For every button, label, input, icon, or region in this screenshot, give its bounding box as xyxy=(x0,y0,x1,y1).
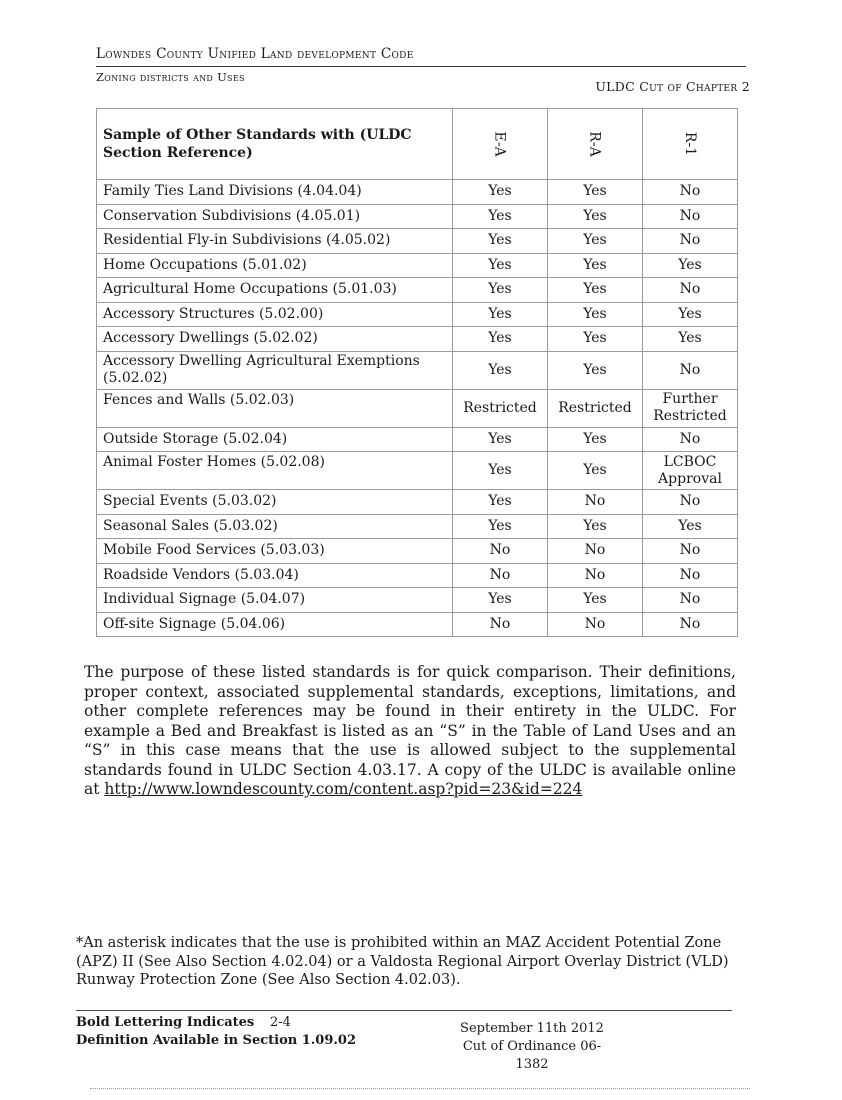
value-ra: No xyxy=(548,490,643,515)
column-header-r1 xyxy=(643,109,738,180)
column-label: R-1 xyxy=(682,131,698,157)
value-r1: LCBOC Approval xyxy=(643,452,738,490)
value-r1: No xyxy=(643,539,738,564)
value-ea: Yes xyxy=(453,278,548,303)
value-ea: Yes xyxy=(453,327,548,352)
value-r1: No xyxy=(643,588,738,613)
standard-name: Accessory Dwellings (5.02.02) xyxy=(97,327,453,352)
standard-name: Family Ties Land Divisions (4.04.04) xyxy=(97,180,453,205)
value-r1: No xyxy=(643,427,738,452)
value-r1: No xyxy=(643,612,738,637)
table-row xyxy=(97,490,738,515)
value-ra: Yes xyxy=(548,327,643,352)
value-ra: Yes xyxy=(548,278,643,303)
table-heading: Sample of Other Standards with (ULDC Section Reference) xyxy=(97,109,453,180)
table-row xyxy=(97,539,738,564)
header-rule xyxy=(96,66,746,67)
value-ra: Yes xyxy=(548,253,643,278)
table-row xyxy=(97,229,738,254)
standard-name: Accessory Structures (5.02.00) xyxy=(97,302,453,327)
column-label: R-A xyxy=(586,131,603,157)
value-ra: Yes xyxy=(548,302,643,327)
footer-definition-note: Definition Available in Section 1.09.02 xyxy=(76,1033,357,1048)
value-r1: No xyxy=(643,278,738,303)
column-header-ra xyxy=(548,109,643,180)
column-label: E-A xyxy=(491,131,508,157)
value-ra: Yes xyxy=(548,204,643,229)
value-ra: No xyxy=(548,563,643,588)
standard-name: Outside Storage (5.02.04) xyxy=(97,427,453,452)
standard-name: Off-site Signage (5.04.06) xyxy=(97,612,453,637)
table-row xyxy=(97,180,738,205)
value-ra: Yes xyxy=(548,452,643,490)
standard-name: Mobile Food Services (5.03.03) xyxy=(97,539,453,564)
footer-ordinance: Cut of Ordinance 06-1382 xyxy=(462,1039,602,1072)
value-ea: Yes xyxy=(453,514,548,539)
table-row xyxy=(97,327,738,352)
document-title: Lowndes County Unified Land development Code xyxy=(96,46,414,62)
value-ra: Yes xyxy=(548,588,643,613)
document-subtitle: Zoning districts and Uses xyxy=(96,70,245,84)
footer-rule xyxy=(76,1010,732,1011)
value-r1: No xyxy=(643,563,738,588)
value-ea: Yes xyxy=(453,302,548,327)
value-ea: No xyxy=(453,612,548,637)
table-row xyxy=(97,302,738,327)
table-row xyxy=(97,514,738,539)
table-row xyxy=(97,351,738,389)
table-row xyxy=(97,452,738,490)
value-ea: Yes xyxy=(453,427,548,452)
table-row xyxy=(97,588,738,613)
table-row xyxy=(97,612,738,637)
value-r1: Yes xyxy=(643,302,738,327)
value-r1: Yes xyxy=(643,514,738,539)
standard-name: Special Events (5.03.02) xyxy=(97,490,453,515)
value-ea: No xyxy=(453,563,548,588)
page-number: 2-4 xyxy=(270,1015,291,1030)
value-r1: No xyxy=(643,180,738,205)
value-ea: Yes xyxy=(453,253,548,278)
value-ra: Yes xyxy=(548,427,643,452)
standard-name: Individual Signage (5.04.07) xyxy=(97,588,453,613)
value-ea: Yes xyxy=(453,180,548,205)
table-row xyxy=(97,389,738,427)
value-ea: Yes xyxy=(453,490,548,515)
value-ra: Yes xyxy=(548,514,643,539)
value-ea: Yes xyxy=(453,588,548,613)
value-ra: Restricted xyxy=(548,389,643,427)
value-r1: No xyxy=(643,204,738,229)
table-row xyxy=(97,563,738,588)
value-ra: Yes xyxy=(548,351,643,389)
standard-name: Seasonal Sales (5.03.02) xyxy=(97,514,453,539)
value-r1: Yes xyxy=(643,253,738,278)
standard-name: Home Occupations (5.01.02) xyxy=(97,253,453,278)
value-ra: Yes xyxy=(548,229,643,254)
footer-left xyxy=(76,1014,356,1050)
value-ea: Restricted xyxy=(453,389,548,427)
standard-name: Roadside Vendors (5.03.04) xyxy=(97,563,453,588)
footer-date: September 11th 2012 xyxy=(460,1021,604,1036)
value-r1: No xyxy=(643,490,738,515)
value-r1: Further Restricted xyxy=(643,389,738,427)
table-row xyxy=(97,278,738,303)
scan-edge xyxy=(90,1088,750,1093)
standard-name: Residential Fly-in Subdivisions (4.05.02) xyxy=(97,229,453,254)
table-row xyxy=(97,204,738,229)
asterisk-note: *An asterisk indicates that the use is prohibited within an MAZ Accident Potential Zone (APZ) II (See Also Section 4.02.04) or a Valdosta Regional Airport Overlay District (VLD) Runway Protection Zone (See Also Section 4.02.03). xyxy=(76,935,729,988)
value-ra: No xyxy=(548,539,643,564)
value-ea: Yes xyxy=(453,204,548,229)
uldc-link[interactable]: http://www.lowndescounty.com/content.asp?pid=23&id=224 xyxy=(104,780,583,798)
standard-name: Fences and Walls (5.02.03) xyxy=(97,389,453,427)
value-r1: Yes xyxy=(643,327,738,352)
standard-name: Animal Foster Homes (5.02.08) xyxy=(97,452,453,490)
footer-right xyxy=(448,1020,616,1074)
value-ea: Yes xyxy=(453,351,548,389)
paragraph-text: The purpose of these listed standards is for quick comparison. Their definitions, proper context, associated supplemental standards, exceptions, limitations, and other complete references may be found in their entirety in the ULDC. For example a Bed and Breakfast is listed as an “S” in the Table of Land Uses and an “S” in this case means that the use is allowed subject to the supplemental standards found in ULDC Section 4.03.17. A copy of the ULDC is available online at xyxy=(84,663,736,798)
value-r1: No xyxy=(643,351,738,389)
value-ea: Yes xyxy=(453,229,548,254)
standard-name: Agricultural Home Occupations (5.01.03) xyxy=(97,278,453,303)
explanation-paragraph xyxy=(84,663,736,800)
footer-bold-note: Bold Lettering Indicates xyxy=(76,1015,255,1030)
value-r1: No xyxy=(643,229,738,254)
value-ra: Yes xyxy=(548,180,643,205)
chapter-label: ULDC Cut of Chapter 2 xyxy=(595,79,750,94)
value-ra: No xyxy=(548,612,643,637)
standard-name: Accessory Dwelling Agricultural Exemptions (5.02.02) xyxy=(97,351,453,389)
value-ea: No xyxy=(453,539,548,564)
standard-name: Conservation Subdivisions (4.05.01) xyxy=(97,204,453,229)
table-row xyxy=(97,253,738,278)
value-ea: Yes xyxy=(453,452,548,490)
standards-table xyxy=(96,108,738,637)
table-row xyxy=(97,427,738,452)
column-header-ea xyxy=(453,109,548,180)
